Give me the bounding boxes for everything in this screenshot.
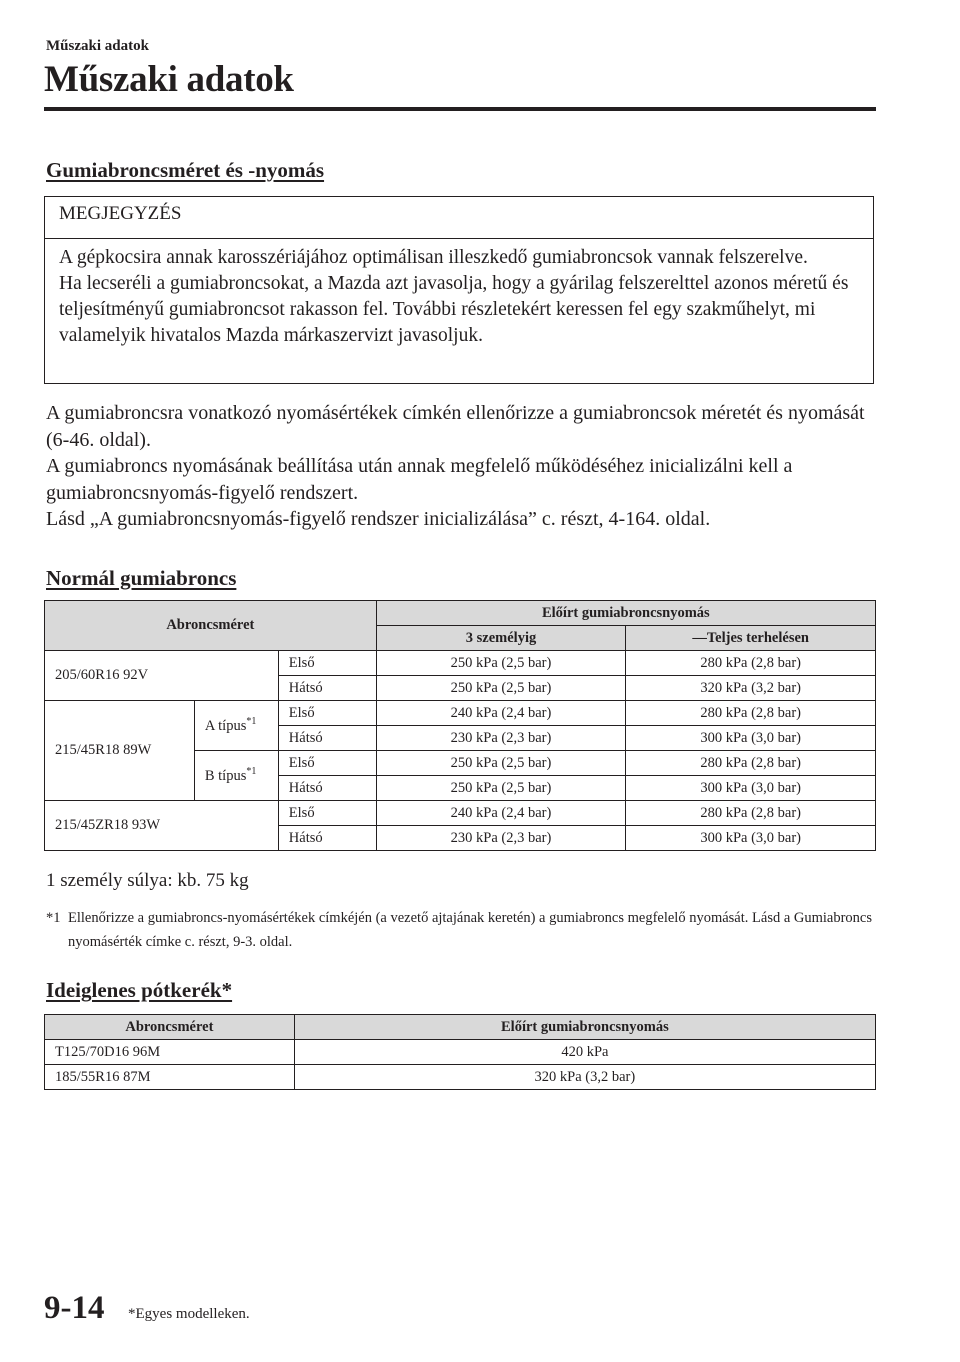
cell-type xyxy=(194,701,278,751)
footnote xyxy=(46,906,876,954)
footnote-mark: *1 xyxy=(46,910,61,926)
cell-value: 320 kPa (3,2 bar) xyxy=(294,1065,875,1090)
table-header-row xyxy=(45,1015,876,1040)
table-row xyxy=(45,701,876,726)
cell-size: 215/45R18 89W xyxy=(45,701,195,801)
intro-paragraph: A gumiabroncsra vonatkozó nyomásértékek címkén ellenőrizze a gumiabroncsok méretét és nyomását (6-46. oldal). xyxy=(46,402,865,451)
note-line-1: A gépkocsira annak karosszériájához optimálisan illeszkedő gumiabroncsok vannak felszerelve. xyxy=(59,247,808,268)
normal-tire-table xyxy=(44,600,876,851)
table-row xyxy=(45,651,876,676)
cell-axle: Hátsó xyxy=(278,776,376,801)
header-pressure: Előírt gumiabroncsnyomás xyxy=(294,1015,875,1040)
cell-axle: Első xyxy=(278,801,376,826)
cell-value: 250 kPa (2,5 bar) xyxy=(376,751,626,776)
cell-value: 280 kPa (2,8 bar) xyxy=(626,801,876,826)
cell-value: 300 kPa (3,0 bar) xyxy=(626,776,876,801)
section-heading-tire-size: Gumiabroncsméret és -nyomás xyxy=(46,158,325,182)
cell-axle: Első xyxy=(278,651,376,676)
table-row xyxy=(45,801,876,826)
cell-value: 300 kPa (3,0 bar) xyxy=(626,726,876,751)
cell-size: T125/70D16 96M xyxy=(45,1040,295,1065)
weight-note: 1 személy súlya: kb. 75 kg xyxy=(46,870,249,891)
cell-axle: Hátsó xyxy=(278,726,376,751)
cell-value: 300 kPa (3,0 bar) xyxy=(626,826,876,851)
header-size: Abroncsméret xyxy=(45,601,377,651)
page-number: 9-14 xyxy=(44,1290,105,1326)
table-header-row xyxy=(45,601,876,626)
header-pressure: Előírt gumiabroncsnyomás xyxy=(376,601,875,626)
page-footnote: *Egyes modelleken. xyxy=(128,1306,250,1322)
cell-axle: Hátsó xyxy=(278,676,376,701)
cell-value: 250 kPa (2,5 bar) xyxy=(376,676,626,701)
spare-tire-table xyxy=(44,1014,876,1090)
intro-paragraph: A gumiabroncs nyomásának beállítása után annak megfelelő működéséhez inicializálni kell a gumiabroncsnyomás-figyelő rendszert. xyxy=(46,455,793,504)
footnote-text: Ellenőrizze a gumiabroncs-nyomásértékek címkéjén (a vezető ajtajának keretén) a gumiabroncs megfelelő nyomását. Lásd a Gumiabroncs nyomásérték címke c. részt, 9-3. oldal. xyxy=(68,910,873,950)
cell-type xyxy=(194,751,278,801)
cell-axle: Első xyxy=(278,701,376,726)
note-body xyxy=(45,239,873,349)
cell-value: 280 kPa (2,8 bar) xyxy=(626,751,876,776)
cell-size: 215/45ZR18 93W xyxy=(45,801,279,851)
table-row xyxy=(45,1065,876,1090)
note-label: MEGJEGYZÉS xyxy=(45,197,873,239)
section-heading-spare-tire: Ideiglenes pótkerék* xyxy=(46,978,233,1002)
note-line-2: Ha lecseréli a gumiabroncsokat, a Mazda azt javasolja, hogy a gyárilag felszerelttel azonos méretű és teljesítményű gumiabroncsot rakasson fel. További részletekért keressen fel egy szakműhelyt, mi valamelyik hivatalos Mazda márkaszervizt javasoljuk. xyxy=(59,273,849,346)
footnote-ref: *1 xyxy=(246,716,257,728)
cell-value: 240 kPa (2,4 bar) xyxy=(376,701,626,726)
intro-text xyxy=(46,400,876,533)
table-row xyxy=(45,1040,876,1065)
type-label: B típus xyxy=(204,767,247,784)
cell-value: 250 kPa (2,5 bar) xyxy=(376,776,626,801)
header-size: Abroncsméret xyxy=(45,1015,295,1040)
page-title: Műszaki adatok xyxy=(44,59,294,100)
cell-value: 230 kPa (2,3 bar) xyxy=(376,826,626,851)
cell-axle: Hátsó xyxy=(278,826,376,851)
intro-paragraph: Lásd „A gumiabroncsnyomás-figyelő rendszer inicializálása” c. részt, 4-164. oldal. xyxy=(46,508,711,530)
cell-value: 280 kPa (2,8 bar) xyxy=(626,651,876,676)
header-load3: 3 személyig xyxy=(376,626,626,651)
breadcrumb: Műszaki adatok xyxy=(46,38,149,54)
cell-value: 320 kPa (3,2 bar) xyxy=(626,676,876,701)
cell-value: 240 kPa (2,4 bar) xyxy=(376,801,626,826)
cell-axle: Első xyxy=(278,751,376,776)
cell-value: 230 kPa (2,3 bar) xyxy=(376,726,626,751)
section-heading-normal-tire: Normál gumiabroncs xyxy=(46,566,237,590)
type-label: A típus xyxy=(204,717,247,734)
footnote-ref: *1 xyxy=(246,766,257,778)
cell-size: 205/60R16 92V xyxy=(45,651,279,701)
cell-value: 420 kPa xyxy=(294,1040,875,1065)
note-box xyxy=(44,196,874,384)
cell-value: 280 kPa (2,8 bar) xyxy=(626,701,876,726)
title-rule xyxy=(44,107,876,111)
cell-size: 185/55R16 87M xyxy=(45,1065,295,1090)
cell-value: 250 kPa (2,5 bar) xyxy=(376,651,626,676)
header-full-load: —Teljes terhelésen xyxy=(626,626,876,651)
